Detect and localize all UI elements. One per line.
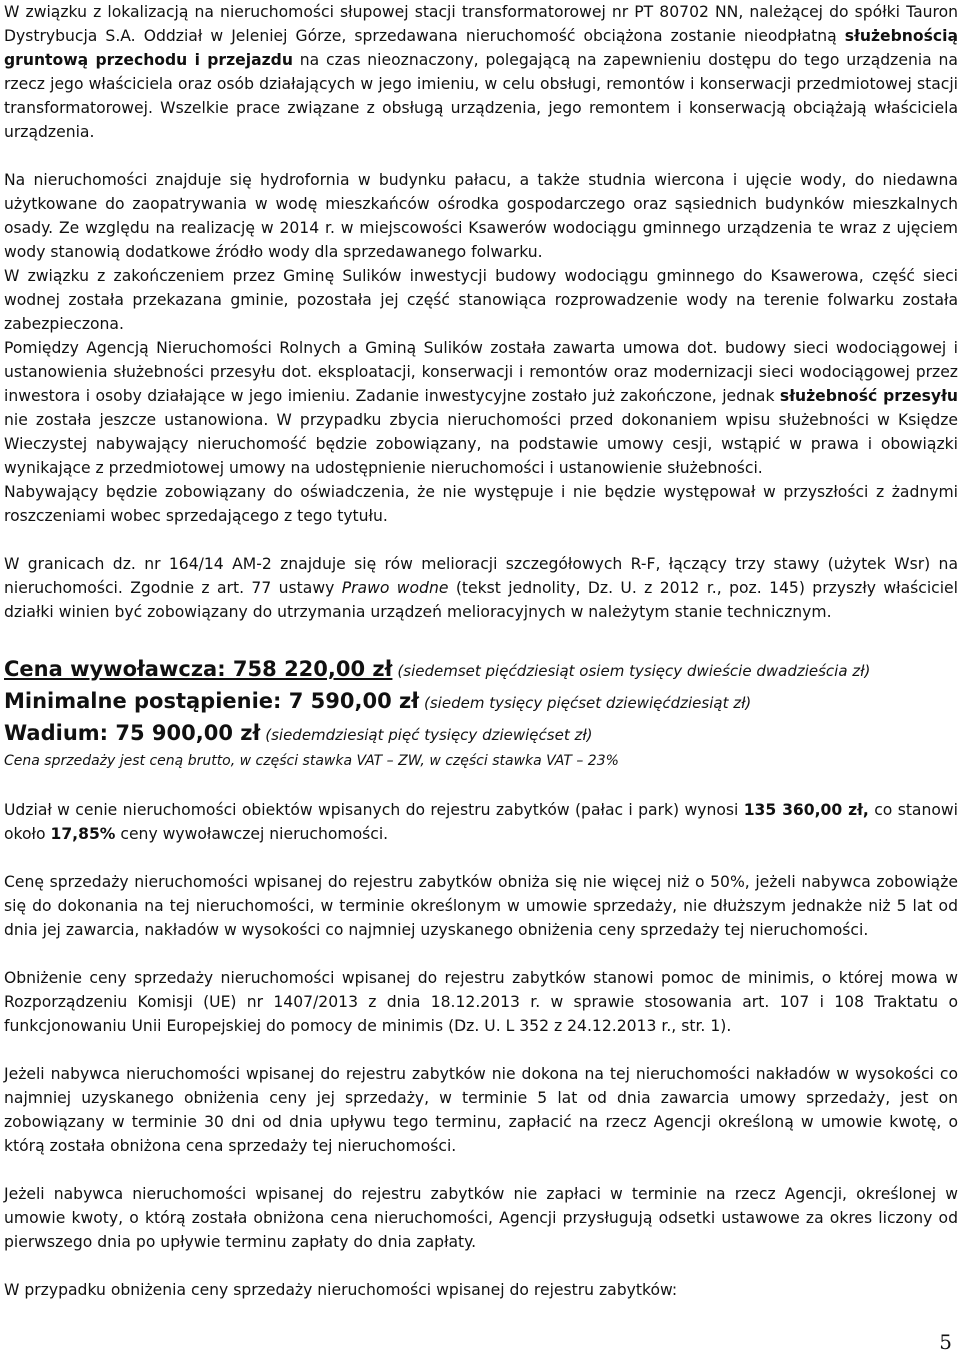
- page-number: 5: [939, 1330, 952, 1354]
- paragraph-reduction-intro: W przypadku obniżenia ceny sprzedaży nieruchomości wpisanej do rejestru zabytków:: [4, 1281, 678, 1299]
- min-increment-words: (siedem tysięcy pięćset dziewięćdziesiąt zł): [424, 694, 752, 712]
- paragraph-interest: Jeżeli nabywca nieruchomości wpisanej do rejestru zabytków nie zapłaci w terminie na rzecz Agencji, określonej w umowie kwoty, o którą została obniżona cena nieruchomości, Agencji przysługują odsetki ustawowe za okres liczony od pierwszego dnia po upływie terminu zapłaty do dnia zapłaty.: [4, 1185, 958, 1251]
- monument-share-amount: 135 360,00 zł,: [743, 801, 869, 819]
- vat-note: Cena sprzedaży jest ceną brutto, w części stawka VAT – ZW, w części stawka VAT – 23%: [4, 753, 619, 769]
- monument-share-percent: 17,85%: [50, 825, 116, 843]
- deposit: [4, 718, 958, 750]
- paragraph-buyer-declaration: Nabywający będzie zobowiązany do oświadczenia, że nie występuje i nie będzie występował w przyszłości z żadnymi roszczeniami wobec sprzedającego z tego tytułu.: [4, 483, 958, 525]
- starting-price: [4, 654, 958, 686]
- paragraph-water-network: W związku z zakończeniem przez Gminę Sulików inwestycji budowy wodociągu gminnego do Ksawerowa, część sieci wodnej została przekazana gminie, pozostała jej część stanowiąca rozprowadzenie wody na terenie folwarku została zabezpieczona.: [4, 267, 958, 333]
- document-page: [4, 0, 958, 1302]
- deposit-label: Wadium: 75 900,00 zł: [4, 721, 261, 745]
- law-title: Prawo wodne: [341, 579, 449, 597]
- paragraph-hydrophore: Na nieruchomości znajduje się hydrofornia w budynku pałacu, a także studnia wiercona i ujęcie wody, do niedawna użytkowane do zaopatrywania w wodę mieszkańców ośrodka gospodarczego oraz sąsiednich budynków mieszkalnych osady. Ze względu na realizację w 2014 r. w miejscowości Ksawerów wodociągu gminnego urządzenia te wraz z ujęciem wody stanowią dodatkowe źródło wody dla sprzedawanego folwarku.: [4, 171, 958, 261]
- emphasis-easement: służebnością gruntową przechodu i przejazdu: [4, 27, 958, 69]
- starting-price-label: Cena wywoławcza: 758 220,00 zł: [4, 657, 393, 681]
- starting-price-words: (siedemset pięćdziesiąt osiem tysięcy dwieście dwadzieścia zł): [397, 662, 871, 680]
- min-increment: [4, 686, 958, 718]
- min-increment-label: Minimalne postąpienie: 7 590,00 zł: [4, 689, 420, 713]
- paragraph-transformer-station: W związku z lokalizacją na nieruchomości słupowej stacji transformatorowej nr PT 80702 NN, należącej do spółki Tauron Dystrybucja S.A. Oddział w Jeleniej Górze, sprzedawana nieruchomość obciążona zostanie nieodpłatną służebnością gruntową przechodu i przejazdu na czas nieoznaczony, polegającą na zapewnieniu dostępu do tego urządzenia na rzecz jego właściciela oraz osób działających w jego imieniu, w celu obsługi, remontów i konserwacji przedmiotowej stacji transformatorowej. Wszelkie prace związane z obsługą urządzenia, jego remontem i konserwacją obciążają właściciela urządzenia.: [4, 3, 958, 141]
- deposit-words: (siedemdziesiąt pięć tysięcy dziewięćset zł): [265, 726, 593, 744]
- paragraph-repayment: Jeżeli nabywca nieruchomości wpisanej do rejestru zabytków nie dokona na tej nieruchomości nakładów w wysokości co najmniej uzyskanego obniżenia ceny jej sprzedaży, w terminie 5 lat od dnia zawarcia umowy sprzedaży, jest on zobowiązany w terminie 30 dni od dnia upływu tego terminu, zapłacić na rzecz Agencji określoną w umowie kwotę, o którą została obniżona cena sprzedaży tej nieruchomości.: [4, 1065, 958, 1155]
- paragraph-agreement: Pomiędzy Agencją Nieruchomości Rolnych a Gminą Sulików została zawarta umowa dot. budowy sieci wodociągowej i ustanowienia służebności przesyłu dot. eksploatacji, konserwacji i remontów oraz modernizacji sieci wodociągowej przez inwestora i osoby działające w jego imieniu. Zadanie inwestycyjne zostało już zakończone, jednak służebność przesyłu nie została jeszcze ustanowiona. W przypadku zbycia nieruchomości przed dokonaniem wpisu służebności w Księdze Wieczystej nabywający nieruchomość będzie zobowiązany, na podstawie umowy cesji, wstąpić w prawa i obowiązki wynikające z przedmiotowej umowy na udostępnienie nieruchomości i ustanowienie służebności.: [4, 339, 958, 477]
- paragraph-price-reduction: Cenę sprzedaży nieruchomości wpisanej do rejestru zabytków obniża się nie więcej niż o 50%, jeżeli nabywca zobowiąże się do dokonania na tej nieruchomości, w terminie określonym w umowie sprzedaży, nie dłuższym jednakże niż 5 lat od dnia jej zawarcia, nakładów w wysokości co najmniej uzyskanego obniżenia ceny sprzedaży tej nieruchomości.: [4, 873, 958, 939]
- emphasis-transmission-easement: służebność przesyłu: [779, 387, 958, 405]
- paragraph-monument-share: Udział w cenie nieruchomości obiektów wpisanych do rejestru zabytków (pałac i park) wynosi 135 360,00 zł, co stanowi około 17,85% ceny wywoławczej nieruchomości.: [4, 801, 958, 843]
- paragraph-de-minimis: Obniżenie ceny sprzedaży nieruchomości wpisanej do rejestru zabytków stanowi pomoc de minimis, o której mowa w Rozporządzeniu Komisji (UE) nr 1407/2013 z dnia 18.12.2013 r. w sprawie stosowania art. 107 i 108 Traktatu o funkcjonowaniu Unii Europejskiej do pomocy de minimis (Dz. U. L 352 z 24.12.2013 r., str. 1).: [4, 969, 958, 1035]
- paragraph-drainage-ditch: W granicach dz. nr 164/14 AM-2 znajduje się rów melioracji szczegółowych R-F, łączący trzy stawy (użytek Wsr) na nieruchomości. Zgodnie z art. 77 ustawy Prawo wodne (tekst jednolity, Dz. U. z 2012 r., poz. 145) przyszły właściciel działki winien być zobowiązany do utrzymania urządzeń melioracyjnych w należytym stanie technicznym.: [4, 555, 958, 621]
